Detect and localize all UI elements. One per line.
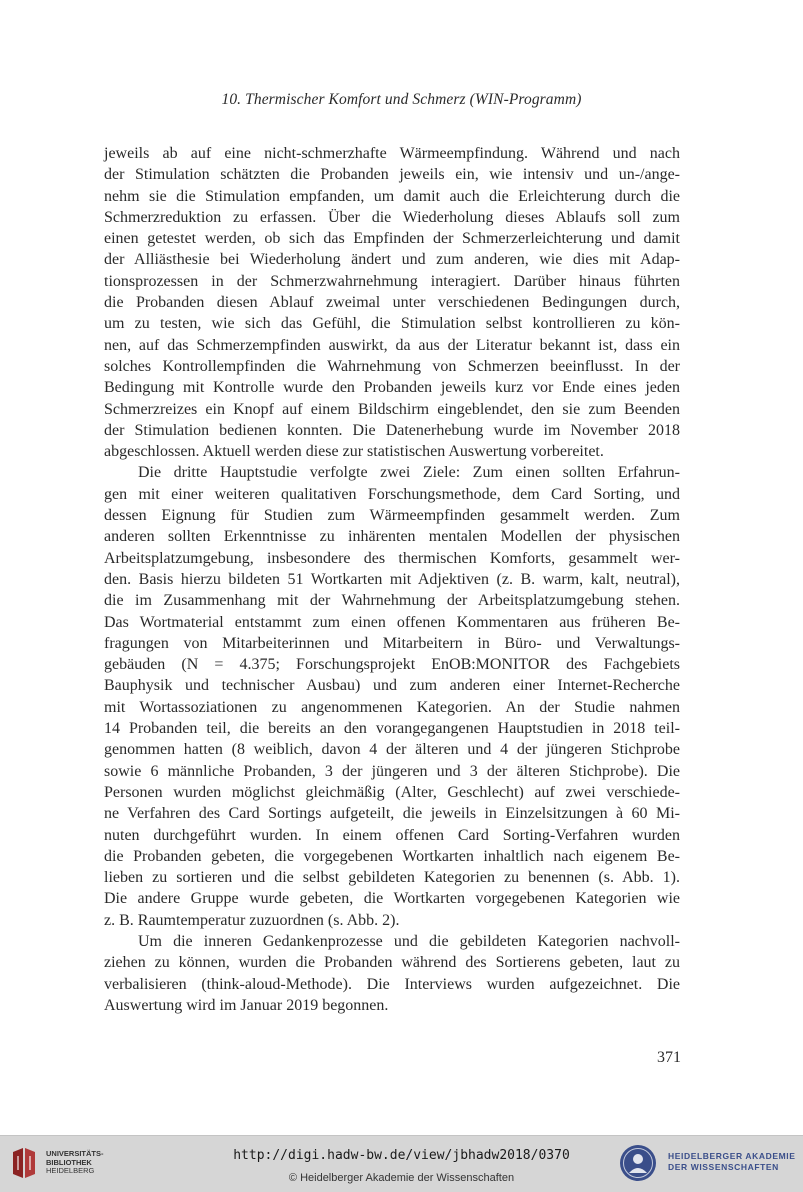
text-line: Die andere Gruppe wurde gebeten, die Wortkarten vorgegebenen Kategorien wie [104,890,680,908]
text-line: Bauphysik und technischer Ausbau) und zum anderen einer Internet-Recherche [104,677,680,695]
text-line: die im Zusammenhang mit der Wahrnehmung der Arbeitsplatzumgebung stehen. [104,592,680,610]
text-line: anderen sollten Erkenntnisse zu inhärenten mentalen Modellen der physischen [104,528,680,546]
text-line: um zu testen, wie sich das Gefühl, die Stimulation selbst kontrollieren zu kön- [104,315,680,333]
text-line: abgeschlossen. Aktuell werden diese zur statistischen Auswertung vorbereitet. [104,443,604,461]
text-line: sowie 6 männliche Probanden, 3 der jüngeren und 3 der älteren Stichprobe). Die [104,762,680,780]
text-line: Das Wortmaterial entstammt zum einen offenen Kommentaren aus früheren Be- [104,613,680,631]
text-line: tionsprozessen in der Schmerzwahrnehmung interagiert. Darüber hinaus führten [104,272,680,290]
text-line: mit Wortassoziationen zu angenommenen Kategorien. An der Studie nahmen [104,698,680,716]
text-line: lieben zu sortieren und die selbst gebildeten Kategorien zu benennen (s. Abb. 1). [104,869,680,887]
text-line: jeweils ab auf eine nicht-schmerzhafte Wärmeempfindung. Während und nach [104,145,680,162]
text-line: der Stimulation bedienen konnten. Die Datenerhebung wurde im November 2018 [104,421,680,439]
text-line: Auswertung wird im Januar 2019 begonnen. [104,996,389,1014]
text-line: Schmerzreizes ein Knopf auf einem Bildschirm eingeblendet, den sie zum Beenden [104,400,680,418]
text-line: der Stimulation schätzten die Probanden jeweils ein, wie intensiv und un-/ange- [104,166,680,184]
academy-seal-icon[interactable] [619,1144,657,1182]
text-line: solches Kontrollempfinden die Wahrnehmung von Schmerzen beeinflusst. In der [104,357,680,375]
text-line: nuten durchgeführt wurden. In einem offenen Card Sorting-Verfahren wurden [104,826,680,844]
text-line: die Probanden diesen Ablauf zweimal unter verschiedenen Bedingungen durch, [104,294,680,312]
text-line: die Probanden gebeten, die vorgegebenen Wortkarten inhaltlich nach eigenem Be- [104,847,680,865]
text-line: Bedingung mit Kontrolle wurde den Probanden jeweils kurz vor Ende eines jeden [104,379,680,397]
text-line: fragungen von Mitarbeiterinnen und Mitarbeitern in Büro- und Verwaltungs- [104,634,680,652]
text-line: Personen wurden möglichst gleichmäßig (Alter, Geschlecht) auf zwei verschiede- [104,783,680,801]
text-line: Um die inneren Gedankenprozesse und die gebildeten Kategorien nachvoll- [138,932,680,950]
viewer-footer [0,1135,803,1192]
text-line: der Alliästhesie bei Wiederholung ändert und zum anderen, wie dies mit Adap- [104,251,680,269]
text-line: Die dritte Hauptstudie verfolgte zwei Ziele: Zum einen sollten Erfahrun- [138,464,680,482]
text-line: nehm sie die Stimulation empfanden, um damit auch die Erleichterung durch die [104,187,680,205]
text-line: dessen Eignung für Studien zum Wärmeempfinden gesammelt werden. Zum [104,507,680,525]
running-head: 10. Thermischer Komfort und Schmerz (WIN-Programm) [221,91,582,108]
text-line: Arbeitsplatzumgebung, insbesondere des thermischen Komforts, gesammelt wer- [104,549,680,567]
text-line: Schmerzreduktion zu erfassen. Über die Wiederholung dieses Ablaufs soll zum [104,208,680,226]
text-line: gebäuden (N = 4.375; Forschungsprojekt EnOB:MONITOR des Fachgebiets [104,656,680,674]
text-line: nen, auf das Schmerzempfinden auswirkt, da aus der Literatur bekannt ist, dass ein [104,336,680,354]
university-library-name: UNIVERSITÄTS- BIBLIOTHEK HEIDELBERG [46,1149,104,1176]
text-line: ne Verfahren des Card Sortings aufgeteilt, die jeweils in Einzelsitzungen à 60 Mi- [104,805,680,823]
permalink-url[interactable]: http://digi.hadw-bw.de/view/jbhadw2018/0370 [233,1148,570,1163]
text-line: ziehen zu können, wurden die Probanden während des Sortierens gebeten, laut zu [104,954,680,972]
text-line: z. B. Raumtemperatur zuzuordnen (s. Abb. 2). [104,911,400,929]
copyright-notice: © Heidelberger Akademie der Wissenschaften [288,1172,515,1184]
text-line: gen mit einer weiteren qualitativen Forschungsmethode, dem Card Sorting, und [104,485,680,503]
page-number: 371 [657,1049,681,1066]
body-text [104,143,680,1016]
text-line: verbalisieren (think-aloud-Methode). Die Interviews wurden aufgezeichnet. Die [104,975,680,993]
text-line: den. Basis hierzu bildeten 51 Wortkarten mit Adjektiven (z. B. warm, kalt, neutral), [104,570,680,588]
academy-name: HEIDELBERGER AKADEMIE DER WISSENSCHAFTEN [668,1151,796,1172]
text-line: einen getestet werden, ob sich das Empfinden der Schmerzerleichterung und damit [104,230,680,248]
text-line: genommen hatten (8 weiblich, davon 4 der älteren und 4 der jüngeren Stichprobe [104,741,680,759]
text-line: 14 Probanden teil, die bereits an den vorangegangenen Hauptstudien in 2018 teil- [104,720,680,738]
